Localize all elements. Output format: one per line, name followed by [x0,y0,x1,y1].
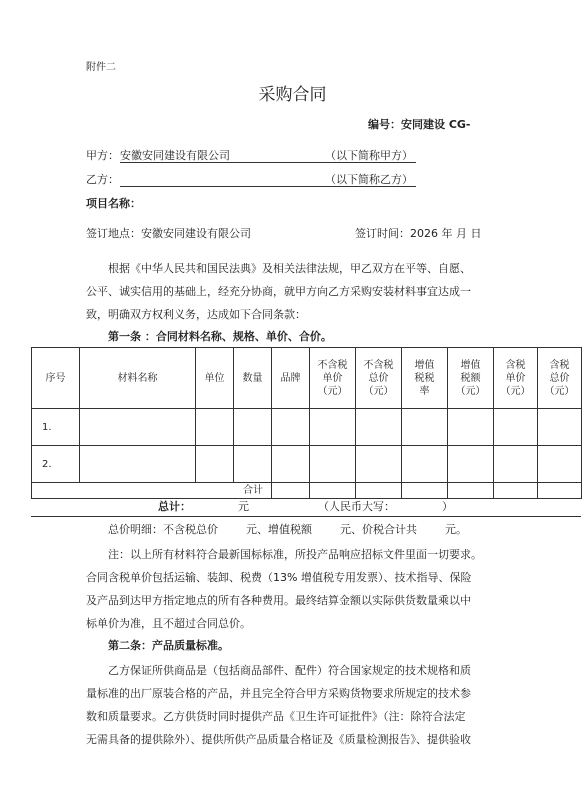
intro-line: 根据《中华人民共和国民法典》及相关法律法规，甲乙双方在平等、自愿、 [108,262,471,275]
header-cell: 含税 总价 （元） [538,348,582,409]
contract-number [368,116,471,132]
header-cell: 不含税 单价 （元） [310,348,356,409]
party-b-note: （以下简称乙方） [325,173,413,186]
header-cell: 数量 [234,348,272,409]
header-cell: 含税 单价 （元） [494,348,538,409]
total-upper-close: ） [442,500,453,513]
total-unit: 元 [238,500,249,513]
subtotal-row [32,483,582,499]
party-a-name: 安徽安同建设有限公司 [120,149,230,162]
article-2-title: 第二条：产品质量标准。 [108,639,229,652]
party-a-underline [120,162,416,163]
party-b-label: 乙方： [86,173,119,186]
quality-line: 数和质量要求。乙方供货时同时提供产品《卫生许可证批件》（注：除符合法定 [86,710,466,723]
table-row [32,409,582,446]
contract-number-value: 安同建设 CG- [401,118,471,131]
party-a-label: 甲方： [86,149,119,162]
intro-line: 致，明确双方权利义务，达成如下合同条款： [86,308,306,321]
note-line: 注：以上所有材料符合最新国标标准，所投产品响应招标文件里面一切要求。 [108,548,482,561]
materials-table [31,347,582,499]
header-cell: 材料名称 [80,348,196,409]
row-number: 2. [32,446,80,483]
header-cell: 增值 税额 （元） [448,348,494,409]
project-name-label: 项目名称： [86,197,141,210]
header-cell: 品牌 [272,348,310,409]
note-line: 标单价为准，且不超过合同总价。 [86,617,251,630]
quality-paragraph [86,659,506,751]
total-upper-label: （人民币大写： [318,500,395,513]
price-detail: 总价明细：不含税总价 元、增值税额 元、价税合计共 元。 [108,523,467,536]
header-cell: 增值 税税 率 [402,348,448,409]
note-line: 及产品到达甲方指定地点的所有各种费用。最终结算金额以实际供货数量乘以中 [86,594,471,607]
row-number: 1. [32,409,80,446]
header-cell: 序号 [32,348,80,409]
contract-title: 采购合同 [258,85,327,105]
quality-line: 乙方保证所供商品是（包括商品部件、配件）符合国家规定的技术规格和质 [108,664,471,677]
article-1-title: 第一条 ：合同材料名称、规格、单价、合价。 [108,330,332,343]
header-cell: 不含税 总价 （元） [356,348,402,409]
party-b-underline [120,186,416,187]
table-header-row [32,348,582,409]
quality-line: 量标准的出厂原装合格的产品，并且完全符合甲方采购货物要求所规定的技术参 [86,687,471,700]
quality-line: 无需具备的提供除外）、提供所供产品质量合格证及《质量检测报告》、提供验收 [86,733,471,746]
note-line: 合同含税单价包括运输、装卸、税费（13% 增值税专用发票）、技术指导、保险 [86,571,472,584]
table-row [32,446,582,483]
total-line-border [31,516,581,517]
note-paragraph [86,543,506,635]
subtotal-label: 合计 [32,483,272,499]
sign-place: 签订地点：安徽安同建设有限公司 [86,227,251,240]
header-cell: 单位 [196,348,234,409]
party-a-note: （以下简称甲方） [325,149,413,162]
sign-time: 签订时间：2026 年 月 日 [355,227,482,240]
intro-paragraph [86,257,506,326]
attachment-label: 附件二 [86,62,116,73]
total-label: 总计： [158,500,191,513]
contract-number-label: 编号： [368,118,401,131]
intro-line: 公平、诚实信用的基础上，经充分协商，就甲方向乙方采购安装材料事宜达成一 [86,285,471,298]
